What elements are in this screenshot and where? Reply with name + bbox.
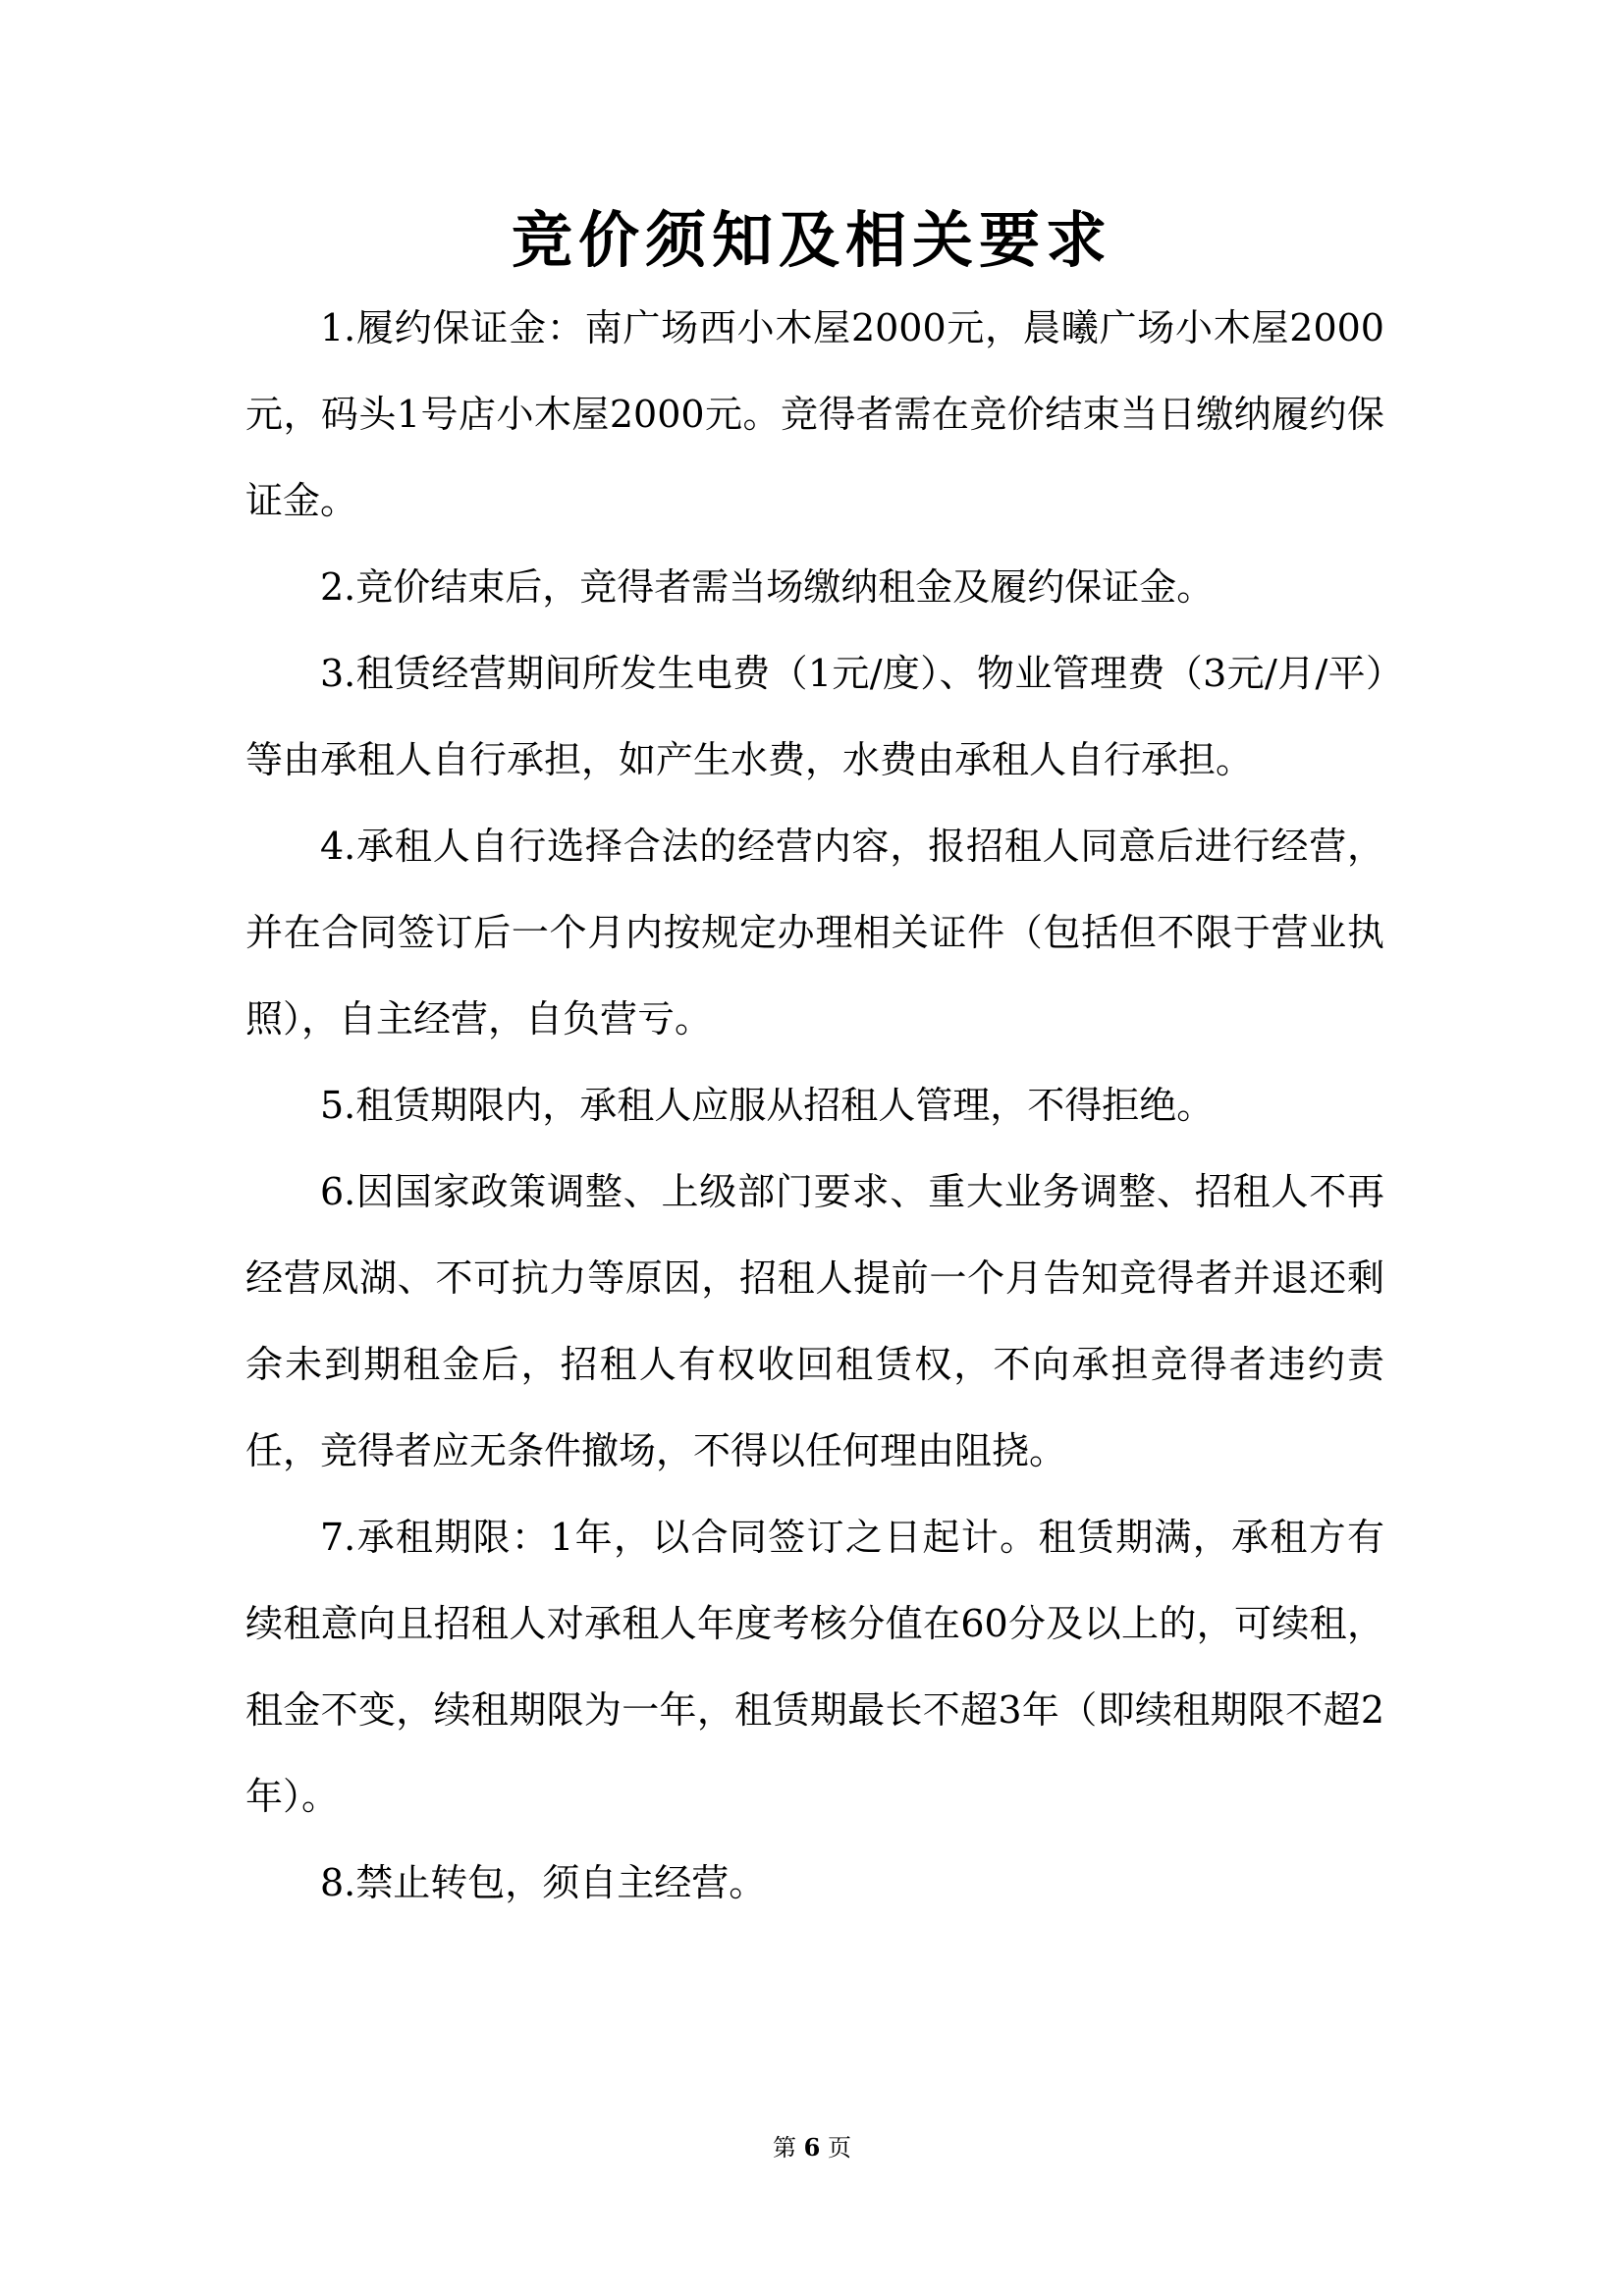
paragraph-3: 3.租赁经营期间所发生电费（1元/度）、物业管理费（3元/月/平）等由承租人自行承担，如产生水费，水费由承租人自行承担。: [245, 652, 1384, 781]
page-number: 6: [803, 2133, 821, 2162]
paragraph-1: 1.履约保证金：南广场西小木屋2000元，晨曦广场小木屋2000元，码头1号店小木屋2000元。竞得者需在竞价结束当日缴纳履约保证金。: [245, 306, 1384, 522]
paragraph-4: 4.承租人自行选择合法的经营内容，报招租人同意后进行经营，并在合同签订后一个月内按规定办理相关证件（包括但不限于营业执照），自主经营，自负营亏。: [245, 825, 1384, 1041]
paragraph-6: 6.因国家政策调整、上级部门要求、重大业务调整、招租人不再经营凤湖、不可抗力等原因，招租人提前一个月告知竞得者并退还剩余未到期租金后，招租人有权收回租赁权，不向承担竞得者违约责任，竞得者应无条件撤场，不得以任何理由阻挠。: [245, 1170, 1384, 1472]
document-body: [245, 285, 1384, 1926]
paragraph-5: 5.租赁期限内，承租人应服从招租人管理，不得拒绝。: [320, 1084, 1215, 1127]
page-number-suffix: 页: [827, 2134, 851, 2162]
page-number-prefix: 第: [773, 2134, 796, 2162]
paragraph-7: 7.承租期限：1年，以合同签订之日起计。租赁期满，承租方有续租意向且招租人对承租人年度考核分值在60分及以上的，可续租，租金不变，续租期限为一年，租赁期最长不超3年（即续租期限不超2年）。: [245, 1516, 1384, 1818]
page-title: 竞价须知及相关要求: [511, 204, 1112, 276]
paragraph-2: 2.竞价结束后，竞得者需当场缴纳租金及履约保证金。: [320, 565, 1215, 609]
paragraph-8: 8.禁止转包，须自主经营。: [320, 1861, 767, 1904]
page-footer: [0, 2132, 1624, 2163]
